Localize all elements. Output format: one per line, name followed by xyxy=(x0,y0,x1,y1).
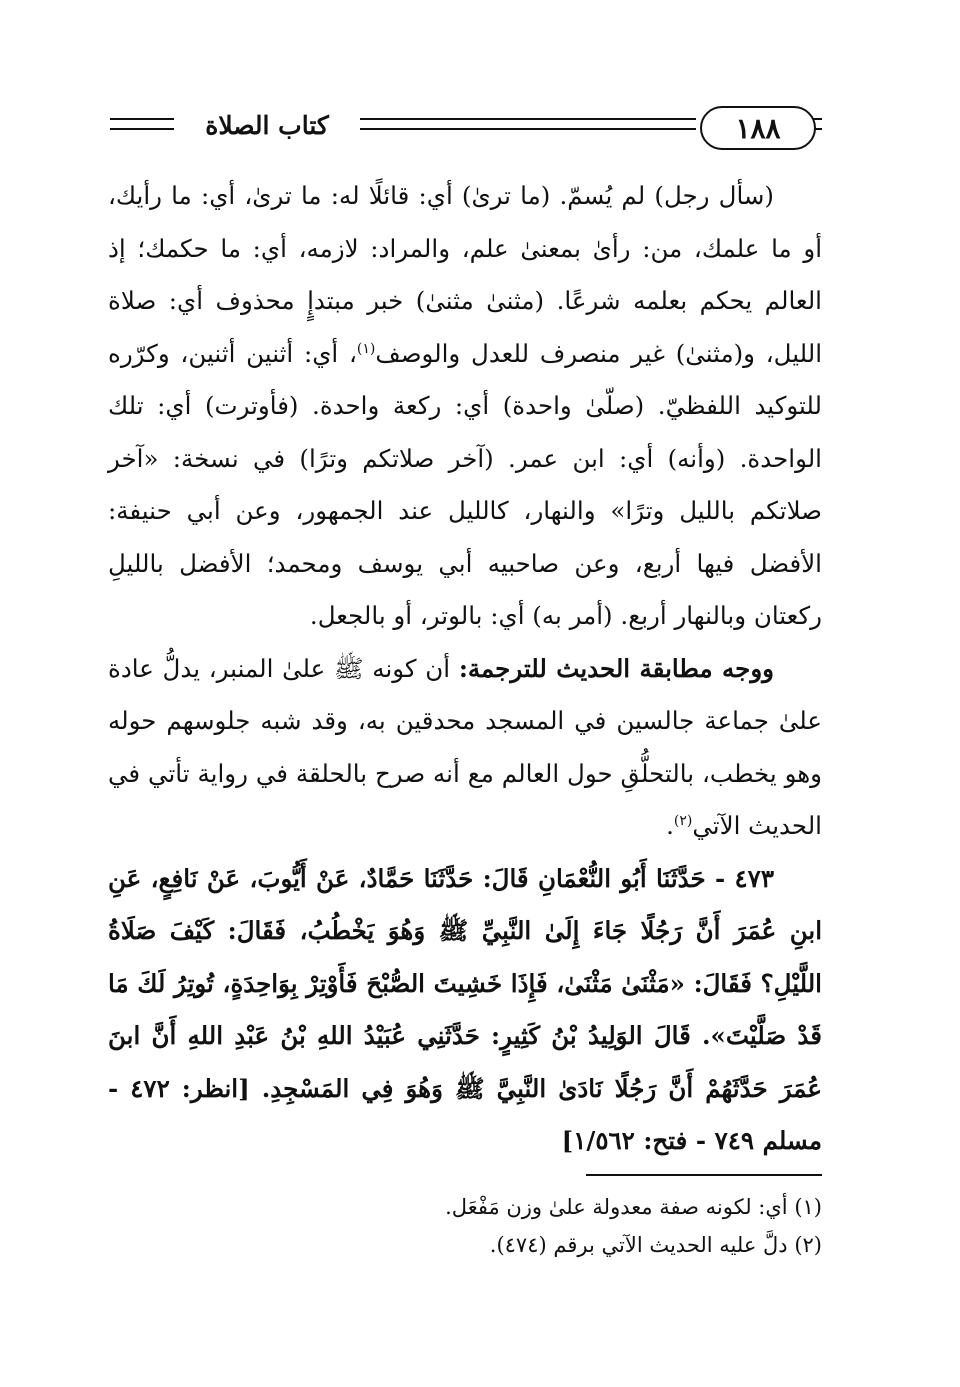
header-rule-left-top xyxy=(110,118,174,120)
footnote-1: (١) أي: لكونه صفة معدولة علىٰ وزن مَفْعَل. xyxy=(445,1195,822,1219)
hadith-text: ٤٧٣ - حَدَّثَنَا أَبُو النُّعْمَانِ قَالَ: حَدَّثَنَا حَمَّادٌ، عَنْ أَيُّوبَ، عَنْ نَافِعٍ، عَنِ ابنِ عُمَرَ أَنَّ رَجُلًا جَاءَ إِلَىٰ النَّبِيِّ ﷺ وَهُوَ يَخْطُبُ، فَقَالَ: كَيْفَ صَلَاةُ اللَّيْلِ؟ فَقَالَ: «مَثْنَىٰ مَثْنَىٰ، فَإِذَا خَشِيتَ الصُّبْحَ فَأَوْتِرْ بِوَاحِدَةٍ، تُوتِرُ لَكَ مَا قَدْ صَلَّيْتَ». قَالَ الوَلِيدُ بْنُ كَثِيرٍ: حَدَّثَنِي عُبَيْدُ اللهِ بْنُ عَبْدِ اللهِ أَنَّ ابنَ عُمَرَ حَدَّثَهُمْ أَنَّ رَجُلًا نَادَىٰ النَّبِيَّ ﷺ وَهُوَ فِي المَسْجِدِ. [انظر: ٤٧٢ - مسلم ٧٤٩ - فتح: ١/٥٦٢] xyxy=(108,863,822,1155)
commentary-text xyxy=(108,170,822,1168)
footnotes xyxy=(108,1188,822,1264)
footnote-ref-2: (٢) xyxy=(673,812,693,829)
paragraph-lead: ووجه مطابقة الحديث للترجمة: xyxy=(458,653,774,683)
paragraph-end: . xyxy=(666,811,674,840)
page-number: ١٨٨ xyxy=(700,106,816,150)
running-title: كتاب الصلاة xyxy=(182,108,352,144)
page-header xyxy=(110,104,822,152)
paragraph-text: (سأل رجل) لم يُسمّ. (ما ترىٰ) أي: قائلًا له: ما ترىٰ، أي: ما رأيك، أو ما علمك، من: رأىٰ بمعنىٰ علم، والمراد: لازمه، أي: ما حكمك؛ إذ العالم يحكم بعلمه شرعًا. (مثنىٰ مثنىٰ) خبر مبتدإٍ محذوف أي: صلاة الليل، و(مثنىٰ) غير منصرف للعدل والوصف xyxy=(108,181,822,368)
header-rule-left-bottom xyxy=(110,128,174,130)
paragraph-text: أن كونه ﷺ علىٰ المنبر، يدلُّ عادة علىٰ جماعة جالسين في المسجد محدقين به، وقد شبه جلوسهم حوله وهو يخطب، بالتحلُّقِ حول العالم مع أنه صرح بالحلقة في رواية تأتي في الحديث الآتي xyxy=(108,653,822,840)
footnote-2: (٢) دلَّ عليه الحديث الآتي برقم (٤٧٤). xyxy=(489,1233,822,1257)
footnote-ref-1: (١) xyxy=(356,340,376,357)
header-rule-mid-top xyxy=(360,118,696,120)
paragraph-text-continued: ، أي: أثنين أثنين، وكرّره للتوكيد اللفظيّ. (صلّىٰ واحدة) أي: ركعة واحدة. (فأوترت) أي: تلك الواحدة. (وأنه) أي: ابن عمر. (آخر صلاتكم وترًا) في نسخة: «آخر صلاتكم بالليل وترًا» والنهار، كالليل عند الجمهور، وعن أبي حنيفة: الأفضل فيها أربع، وعن صاحبيه أبي يوسف ومحمد؛ الأفضل بالليلِ ركعتان وبالنهار أربع. (أمر به) أي: بالوتر، أو بالجعل. xyxy=(108,338,822,630)
commentary-paragraph xyxy=(108,643,822,853)
header-rule-mid-bottom xyxy=(360,128,696,130)
commentary-paragraph xyxy=(108,170,822,643)
footnote-separator xyxy=(586,1174,822,1176)
